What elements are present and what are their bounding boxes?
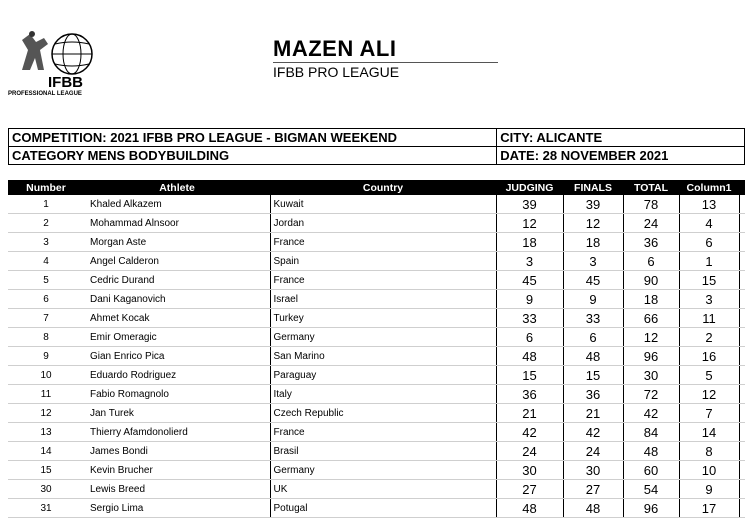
cell-athlete: Emir Omeragic — [84, 328, 270, 347]
results-body — [8, 195, 745, 518]
cell-athlete: Angel Calderon — [84, 252, 270, 271]
cell-finals: 24 — [563, 442, 623, 461]
cell-total: 24 — [623, 214, 679, 233]
cell-country: Jordan — [270, 214, 496, 233]
table-row — [8, 423, 745, 442]
cell-country: Germany — [270, 461, 496, 480]
cell-pad — [739, 309, 745, 328]
cell-pad — [739, 252, 745, 271]
cell-country: Italy — [270, 385, 496, 404]
cell-athlete: Jan Turek — [84, 404, 270, 423]
ifbb-logo — [8, 30, 108, 97]
cell-judging: 39 — [496, 195, 563, 214]
date-cell: DATE: 28 NOVEMBER 2021 — [497, 147, 745, 165]
cell-athlete: Gian Enrico Pica — [84, 347, 270, 366]
cell-finals: 48 — [563, 347, 623, 366]
cell-number: 13 — [8, 423, 84, 442]
cell-pad — [739, 347, 745, 366]
cell-total: 78 — [623, 195, 679, 214]
logo-subtitle: PROFESSIONAL LEAGUE — [8, 91, 82, 97]
cell-country: Czech Republic — [270, 404, 496, 423]
table-row — [8, 385, 745, 404]
table-row — [8, 461, 745, 480]
table-row — [8, 214, 745, 233]
cell-pad — [739, 404, 745, 423]
cell-column1: 3 — [679, 290, 739, 309]
cell-country: Spain — [270, 252, 496, 271]
cell-pad — [739, 423, 745, 442]
cell-finals: 45 — [563, 271, 623, 290]
cell-pad — [739, 480, 745, 499]
cell-column1: 14 — [679, 423, 739, 442]
cell-column1: 17 — [679, 499, 739, 518]
cell-total: 90 — [623, 271, 679, 290]
results-table — [8, 180, 745, 518]
cell-athlete: Kevin Brucher — [84, 461, 270, 480]
cell-number: 15 — [8, 461, 84, 480]
cell-judging: 12 — [496, 214, 563, 233]
cell-judging: 18 — [496, 233, 563, 252]
cell-total: 36 — [623, 233, 679, 252]
header-number: Number — [8, 180, 84, 195]
table-row — [8, 442, 745, 461]
competition-info-table — [8, 128, 745, 165]
cell-column1: 10 — [679, 461, 739, 480]
cell-judging: 3 — [496, 252, 563, 271]
table-row — [8, 195, 745, 214]
cell-country: Turkey — [270, 309, 496, 328]
cell-number: 2 — [8, 214, 84, 233]
cell-finals: 12 — [563, 214, 623, 233]
cell-number: 10 — [8, 366, 84, 385]
table-row — [8, 252, 745, 271]
cell-column1: 16 — [679, 347, 739, 366]
header-country: Country — [270, 180, 496, 195]
cell-pad — [739, 233, 745, 252]
cell-country: Israel — [270, 290, 496, 309]
cell-number: 30 — [8, 480, 84, 499]
cell-number: 3 — [8, 233, 84, 252]
cell-country: France — [270, 423, 496, 442]
cell-country: Kuwait — [270, 195, 496, 214]
category-cell: CATEGORY MENS BODYBUILDING — [9, 147, 497, 165]
cell-finals: 18 — [563, 233, 623, 252]
cell-athlete: Eduardo Rodriguez — [84, 366, 270, 385]
cell-total: 60 — [623, 461, 679, 480]
cell-column1: 1 — [679, 252, 739, 271]
cell-country: Germany — [270, 328, 496, 347]
judge-organization: IFBB PRO LEAGUE — [273, 64, 400, 80]
cell-judging: 30 — [496, 461, 563, 480]
cell-column1: 2 — [679, 328, 739, 347]
cell-total: 96 — [623, 499, 679, 518]
cell-judging: 48 — [496, 347, 563, 366]
cell-number: 12 — [8, 404, 84, 423]
cell-finals: 42 — [563, 423, 623, 442]
cell-finals: 30 — [563, 461, 623, 480]
header-pad — [739, 180, 745, 195]
cell-country: Potugal — [270, 499, 496, 518]
cell-judging: 27 — [496, 480, 563, 499]
table-row — [8, 347, 745, 366]
cell-finals: 3 — [563, 252, 623, 271]
cell-athlete: Ahmet Kocak — [84, 309, 270, 328]
cell-number: 14 — [8, 442, 84, 461]
table-row — [8, 499, 745, 518]
cell-country: San Marino — [270, 347, 496, 366]
cell-pad — [739, 328, 745, 347]
table-row — [8, 404, 745, 423]
cell-country: Brasil — [270, 442, 496, 461]
cell-finals: 6 — [563, 328, 623, 347]
cell-total: 66 — [623, 309, 679, 328]
cell-number: 8 — [8, 328, 84, 347]
table-row — [8, 480, 745, 499]
cell-column1: 5 — [679, 366, 739, 385]
cell-judging: 45 — [496, 271, 563, 290]
cell-total: 96 — [623, 347, 679, 366]
city-cell: CITY: ALICANTE — [497, 129, 745, 147]
cell-judging: 33 — [496, 309, 563, 328]
cell-finals: 48 — [563, 499, 623, 518]
cell-total: 6 — [623, 252, 679, 271]
cell-finals: 39 — [563, 195, 623, 214]
competition-cell: COMPETITION: 2021 IFBB PRO LEAGUE - BIGMAN WEEKEND — [9, 129, 497, 147]
cell-column1: 13 — [679, 195, 739, 214]
cell-athlete: Mohammad Alnsoor — [84, 214, 270, 233]
cell-total: 48 — [623, 442, 679, 461]
cell-athlete: Thierry Afamdonolierd — [84, 423, 270, 442]
cell-pad — [739, 271, 745, 290]
cell-total: 72 — [623, 385, 679, 404]
cell-number: 6 — [8, 290, 84, 309]
cell-judging: 24 — [496, 442, 563, 461]
table-row — [8, 328, 745, 347]
header-athlete: Athlete — [84, 180, 270, 195]
logo-title: IFBB — [48, 74, 83, 91]
cell-number: 11 — [8, 385, 84, 404]
cell-column1: 6 — [679, 233, 739, 252]
cell-pad — [739, 442, 745, 461]
cell-athlete: Lewis Breed — [84, 480, 270, 499]
cell-finals: 27 — [563, 480, 623, 499]
cell-total: 54 — [623, 480, 679, 499]
cell-number: 4 — [8, 252, 84, 271]
cell-number: 31 — [8, 499, 84, 518]
header-finals: FINALS — [563, 180, 623, 195]
cell-pad — [739, 214, 745, 233]
cell-column1: 12 — [679, 385, 739, 404]
cell-total: 18 — [623, 290, 679, 309]
table-header-row — [8, 180, 745, 195]
cell-judging: 48 — [496, 499, 563, 518]
cell-number: 1 — [8, 195, 84, 214]
cell-country: France — [270, 271, 496, 290]
cell-athlete: Morgan Aste — [84, 233, 270, 252]
table-row — [8, 366, 745, 385]
cell-judging: 15 — [496, 366, 563, 385]
cell-finals: 33 — [563, 309, 623, 328]
cell-pad — [739, 366, 745, 385]
cell-judging: 9 — [496, 290, 563, 309]
cell-athlete: James Bondi — [84, 442, 270, 461]
cell-total: 84 — [623, 423, 679, 442]
cell-finals: 36 — [563, 385, 623, 404]
table-row — [8, 271, 745, 290]
cell-pad — [739, 461, 745, 480]
cell-total: 12 — [623, 328, 679, 347]
judge-name: MAZEN ALI — [273, 36, 397, 61]
cell-total: 42 — [623, 404, 679, 423]
cell-judging: 21 — [496, 404, 563, 423]
cell-column1: 11 — [679, 309, 739, 328]
table-row — [8, 309, 745, 328]
cell-number: 5 — [8, 271, 84, 290]
cell-judging: 36 — [496, 385, 563, 404]
cell-country: France — [270, 233, 496, 252]
header-judging: JUDGING — [496, 180, 563, 195]
table-row — [8, 233, 745, 252]
cell-athlete: Khaled Alkazem — [84, 195, 270, 214]
cell-judging: 6 — [496, 328, 563, 347]
cell-pad — [739, 499, 745, 518]
cell-pad — [739, 385, 745, 404]
header-column1: Column1 — [679, 180, 739, 195]
cell-finals: 21 — [563, 404, 623, 423]
cell-finals: 9 — [563, 290, 623, 309]
cell-column1: 4 — [679, 214, 739, 233]
cell-athlete: Sergio Lima — [84, 499, 270, 518]
cell-column1: 8 — [679, 442, 739, 461]
cell-judging: 42 — [496, 423, 563, 442]
cell-pad — [739, 195, 745, 214]
cell-country: Paraguay — [270, 366, 496, 385]
table-row — [8, 290, 745, 309]
cell-column1: 7 — [679, 404, 739, 423]
header-total: TOTAL — [623, 180, 679, 195]
cell-number: 7 — [8, 309, 84, 328]
cell-total: 30 — [623, 366, 679, 385]
cell-column1: 9 — [679, 480, 739, 499]
cell-pad — [739, 290, 745, 309]
cell-number: 9 — [8, 347, 84, 366]
cell-column1: 15 — [679, 271, 739, 290]
cell-country: UK — [270, 480, 496, 499]
cell-athlete: Fabio Romagnolo — [84, 385, 270, 404]
cell-finals: 15 — [563, 366, 623, 385]
cell-athlete: Cedric Durand — [84, 271, 270, 290]
judge-divider — [273, 62, 498, 63]
cell-athlete: Dani Kaganovich — [84, 290, 270, 309]
